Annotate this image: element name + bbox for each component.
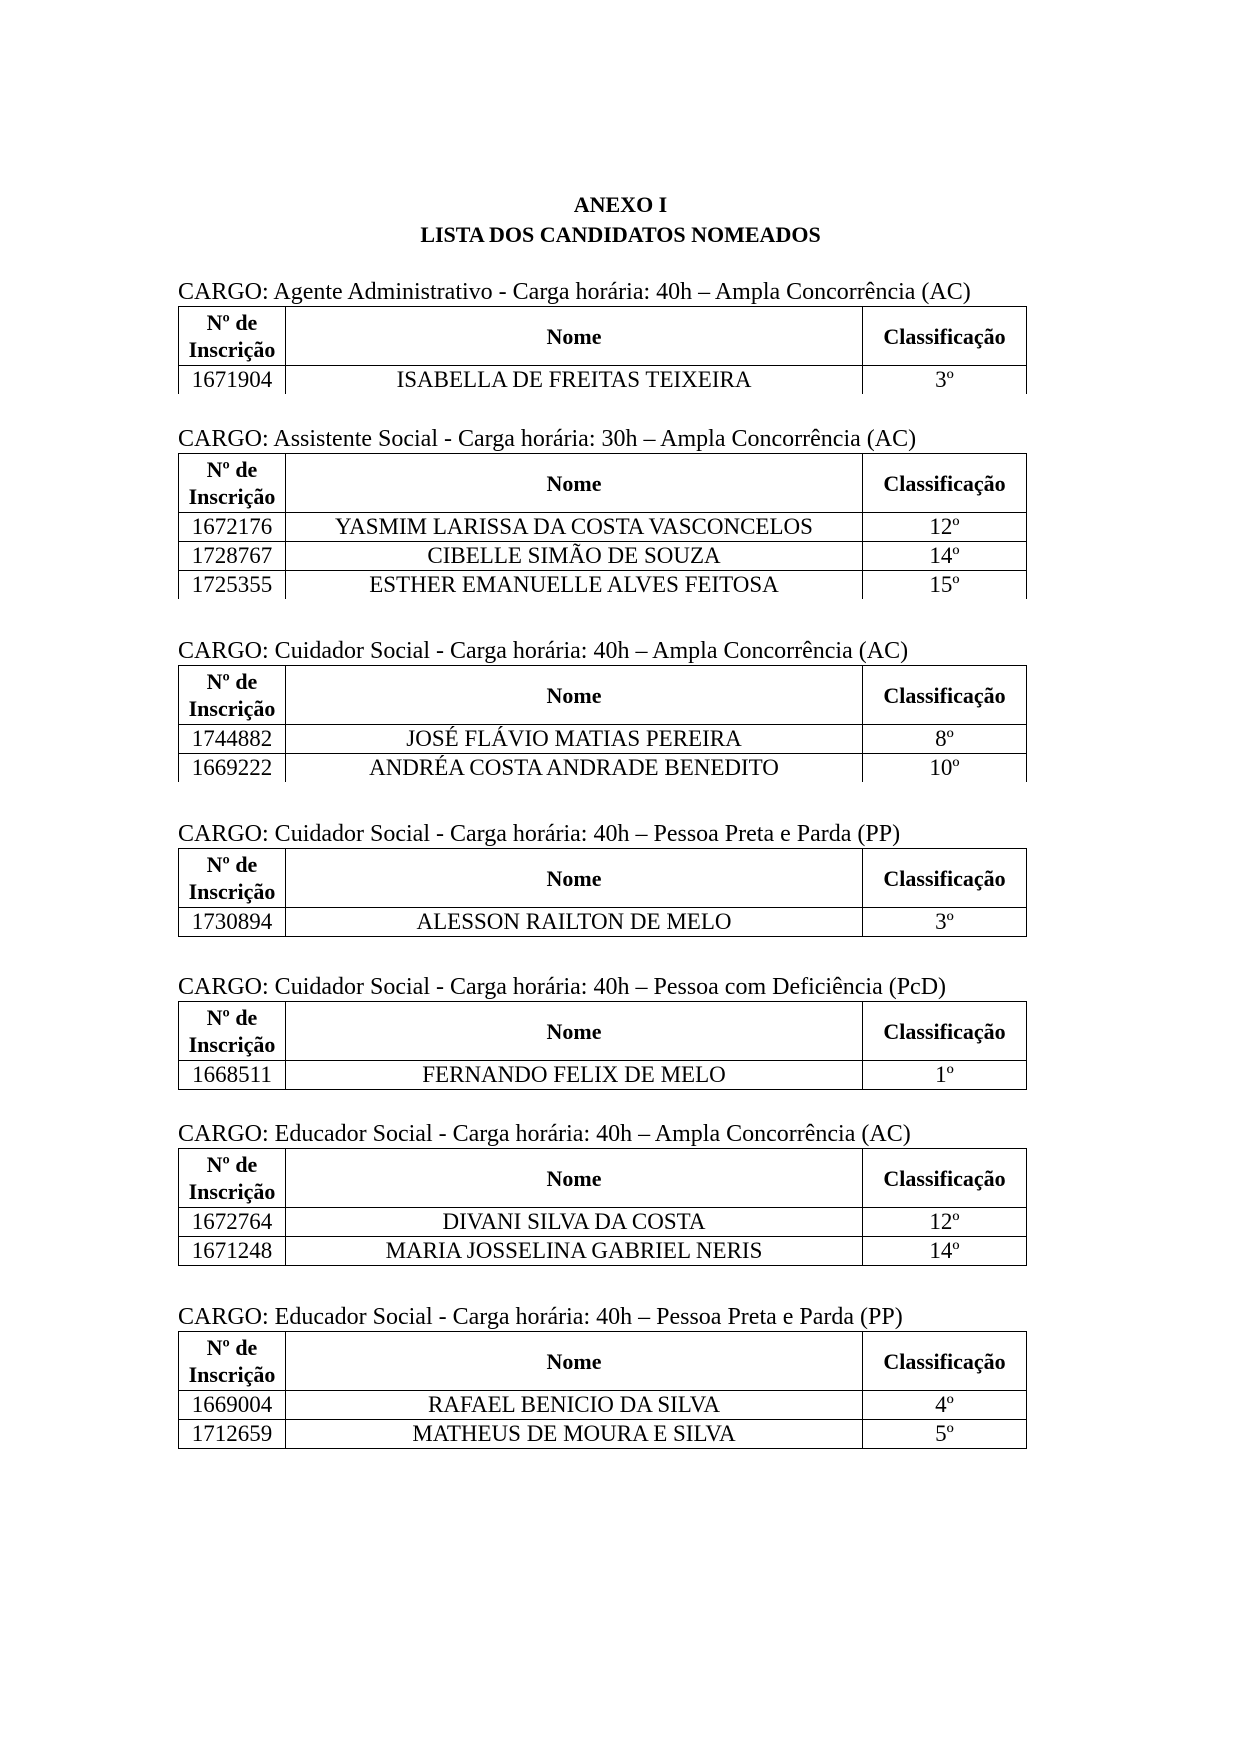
- cell-classificacao: 3º: [863, 908, 1027, 937]
- section-educador-social-pp: [178, 1304, 1026, 1449]
- cell-classificacao: 3º: [863, 366, 1027, 395]
- header-inscricao: [179, 307, 286, 366]
- table-row: [179, 366, 1027, 395]
- annex-title: ANEXO I: [573, 192, 668, 217]
- header-nome: Nome: [286, 307, 863, 366]
- cell-nome: JOSÉ FLÁVIO MATIAS PEREIRA: [286, 725, 863, 754]
- section-assistente-social-ac: [178, 426, 1026, 599]
- header-inscricao-line2: Inscrição: [188, 879, 276, 904]
- header-inscricao: [179, 666, 286, 725]
- cell-inscricao: 1671248: [179, 1237, 286, 1266]
- cell-inscricao: 1744882: [179, 725, 286, 754]
- cell-nome: ALESSON RAILTON DE MELO: [286, 908, 863, 937]
- table-header-row: [179, 849, 1027, 908]
- cargo-label: CARGO: Educador Social - Carga horária: 40h – Pessoa Preta e Parda (PP): [178, 1304, 903, 1330]
- section-educador-social-ac: [178, 1121, 1026, 1266]
- cell-inscricao: 1669004: [179, 1391, 286, 1420]
- header-classificacao: Classificação: [863, 1149, 1027, 1208]
- cell-classificacao: 10º: [863, 754, 1027, 783]
- cargo-label: CARGO: Assistente Social - Carga horária: 30h – Ampla Concorrência (AC): [178, 426, 917, 452]
- cell-classificacao: 5º: [863, 1420, 1027, 1449]
- table-header-row: [179, 1332, 1027, 1391]
- cell-classificacao: 12º: [863, 1208, 1027, 1237]
- header-nome: Nome: [286, 849, 863, 908]
- cell-classificacao: 12º: [863, 513, 1027, 542]
- section-cuidador-social-pcd: [178, 974, 1026, 1090]
- cell-classificacao: 4º: [863, 1391, 1027, 1420]
- cell-classificacao: 8º: [863, 725, 1027, 754]
- cell-nome: ANDRÉA COSTA ANDRADE BENEDITO: [286, 754, 863, 783]
- section-cuidador-social-pp: [178, 821, 1026, 937]
- table-header-row: [179, 1002, 1027, 1061]
- candidates-table: [178, 1331, 1027, 1449]
- header-inscricao: [179, 1332, 286, 1391]
- cell-inscricao: 1671904: [179, 366, 286, 395]
- candidates-table: [178, 848, 1027, 937]
- cell-nome: MATHEUS DE MOURA E SILVA: [286, 1420, 863, 1449]
- cell-inscricao: 1672176: [179, 513, 286, 542]
- table-row: [179, 1208, 1027, 1237]
- header-inscricao: [179, 1149, 286, 1208]
- header-nome: Nome: [286, 666, 863, 725]
- cell-classificacao: 14º: [863, 1237, 1027, 1266]
- cell-nome: FERNANDO FELIX DE MELO: [286, 1061, 863, 1090]
- header-inscricao-line2: Inscrição: [188, 696, 276, 721]
- header-inscricao-line1: Nº de: [206, 669, 258, 694]
- table-row: [179, 754, 1027, 783]
- cell-nome: ESTHER EMANUELLE ALVES FEITOSA: [286, 571, 863, 600]
- header-inscricao-line2: Inscrição: [188, 1179, 276, 1204]
- cell-inscricao: 1725355: [179, 571, 286, 600]
- table-header-row: [179, 1149, 1027, 1208]
- header-inscricao-line1: Nº de: [206, 1335, 258, 1360]
- table-row: [179, 1061, 1027, 1090]
- list-title: LISTA DOS CANDIDATOS NOMEADOS: [420, 222, 821, 247]
- section-agente-administrativo-ac: [178, 279, 1026, 394]
- header-inscricao-line1: Nº de: [206, 457, 258, 482]
- cell-inscricao: 1730894: [179, 908, 286, 937]
- header-classificacao: Classificação: [863, 307, 1027, 366]
- cell-nome: MARIA JOSSELINA GABRIEL NERIS: [286, 1237, 863, 1266]
- section-cuidador-social-ac: [178, 638, 1026, 782]
- cell-inscricao: 1669222: [179, 754, 286, 783]
- cell-nome: YASMIM LARISSA DA COSTA VASCONCELOS: [286, 513, 863, 542]
- cell-nome: CIBELLE SIMÃO DE SOUZA: [286, 542, 863, 571]
- candidates-table: [178, 1001, 1027, 1090]
- header-inscricao: [179, 454, 286, 513]
- table-header-row: [179, 307, 1027, 366]
- cargo-label: CARGO: Cuidador Social - Carga horária: 40h – Ampla Concorrência (AC): [178, 638, 909, 664]
- table-row: [179, 1237, 1027, 1266]
- cell-nome: DIVANI SILVA DA COSTA: [286, 1208, 863, 1237]
- header-inscricao-line1: Nº de: [206, 310, 258, 335]
- header-classificacao: Classificação: [863, 1332, 1027, 1391]
- cargo-label: CARGO: Cuidador Social - Carga horária: 40h – Pessoa Preta e Parda (PP): [178, 821, 901, 847]
- cell-inscricao: 1668511: [179, 1061, 286, 1090]
- header-nome: Nome: [286, 454, 863, 513]
- table-header-row: [179, 666, 1027, 725]
- header-classificacao: Classificação: [863, 849, 1027, 908]
- header-inscricao-line1: Nº de: [206, 852, 258, 877]
- table-row: [179, 725, 1027, 754]
- header-classificacao: Classificação: [863, 666, 1027, 725]
- table-row: [179, 571, 1027, 600]
- header-nome: Nome: [286, 1332, 863, 1391]
- table-row: [179, 542, 1027, 571]
- header-inscricao-line2: Inscrição: [188, 337, 276, 362]
- table-row: [179, 513, 1027, 542]
- candidates-table: [178, 306, 1027, 394]
- table-row: [179, 1420, 1027, 1449]
- header-inscricao: [179, 1002, 286, 1061]
- header-nome: Nome: [286, 1002, 863, 1061]
- cell-classificacao: 1º: [863, 1061, 1027, 1090]
- header-inscricao-line2: Inscrição: [188, 1032, 276, 1057]
- cell-inscricao: 1672764: [179, 1208, 286, 1237]
- table-header-row: [179, 454, 1027, 513]
- candidates-table: [178, 1148, 1027, 1266]
- header-inscricao-line1: Nº de: [206, 1005, 258, 1030]
- header-inscricao-line1: Nº de: [206, 1152, 258, 1177]
- cell-classificacao: 15º: [863, 571, 1027, 600]
- candidates-table: [178, 453, 1027, 599]
- cell-inscricao: 1728767: [179, 542, 286, 571]
- header-inscricao-line2: Inscrição: [188, 484, 276, 509]
- header-inscricao: [179, 849, 286, 908]
- cell-classificacao: 14º: [863, 542, 1027, 571]
- table-row: [179, 1391, 1027, 1420]
- table-row: [179, 908, 1027, 937]
- header-classificacao: Classificação: [863, 1002, 1027, 1061]
- header-inscricao-line2: Inscrição: [188, 1362, 276, 1387]
- cell-nome: RAFAEL BENICIO DA SILVA: [286, 1391, 863, 1420]
- candidates-table: [178, 665, 1027, 782]
- header-nome: Nome: [286, 1149, 863, 1208]
- cargo-label: CARGO: Educador Social - Carga horária: 40h – Ampla Concorrência (AC): [178, 1121, 911, 1147]
- cell-inscricao: 1712659: [179, 1420, 286, 1449]
- cargo-label: CARGO: Agente Administrativo - Carga horária: 40h – Ampla Concorrência (AC): [178, 279, 971, 305]
- cell-nome: ISABELLA DE FREITAS TEIXEIRA: [286, 366, 863, 395]
- header-classificacao: Classificação: [863, 454, 1027, 513]
- cargo-label: CARGO: Cuidador Social - Carga horária: 40h – Pessoa com Deficiência (PcD): [178, 974, 947, 1000]
